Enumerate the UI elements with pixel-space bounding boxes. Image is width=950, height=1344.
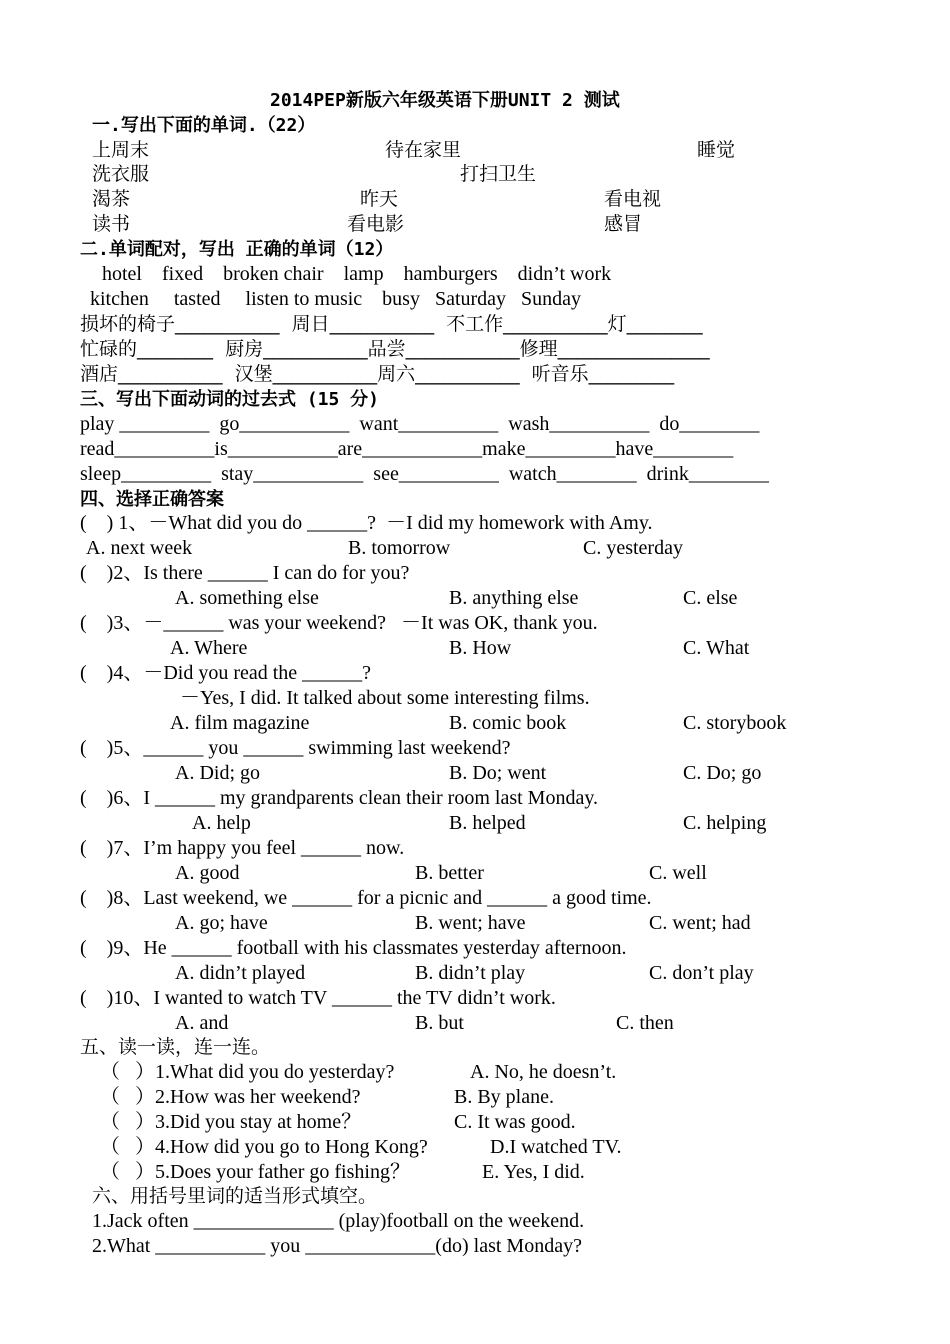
option-a: A. didn’t played	[175, 962, 306, 984]
match-row: 忙碌的________ 厨房___________品尝____________修理________________	[80, 338, 710, 360]
word-prompt: 睡觉	[697, 139, 736, 161]
option-b: B. comic book	[449, 712, 567, 734]
match-answer: E. Yes, I did.	[482, 1161, 585, 1183]
question-stem: ( )3、－______ was your weekend? －It was OK, thank you.	[80, 612, 598, 634]
option-c: C. well	[649, 862, 707, 884]
option-c: C. then	[616, 1012, 674, 1034]
option-c: C. else	[683, 587, 738, 609]
option-a: A. and	[175, 1012, 229, 1034]
option-c: C. don’t play	[649, 962, 754, 984]
word-prompt: 看电影	[347, 213, 405, 235]
match-answer: B. By plane.	[454, 1086, 554, 1108]
option-b: B. helped	[449, 812, 526, 834]
option-c: C. Do; go	[683, 762, 762, 784]
option-a: A. film magazine	[170, 712, 310, 734]
word-prompt: 感冒	[604, 213, 643, 235]
question-stem-continued: －Yes, I did. It talked about some interesting films.	[180, 687, 590, 709]
question-stem: ( )8、Last weekend, we ______ for a picnic and ______ a good time.	[80, 887, 652, 909]
verb-row: sleep_________ stay___________ see__________ watch________ drink________	[80, 463, 769, 485]
match-answer: A. No, he doesn’t.	[470, 1061, 617, 1083]
question-stem: ( )10、I wanted to watch TV ______ the TV didn’t work.	[80, 987, 556, 1009]
section-2-heading: 二.单词配对，写出 正确的单词（12）	[80, 239, 394, 260]
verb-row: read__________is___________are____________make_________have________	[80, 438, 734, 460]
verb-row: play _________ go___________ want__________ wash__________ do________	[80, 413, 760, 435]
word-prompt: 上周末	[92, 139, 150, 161]
option-b: B. but	[415, 1012, 464, 1034]
section-3-heading: 三、写出下面动词的过去式 (15 分)	[80, 389, 380, 410]
option-b: B. How	[449, 637, 512, 659]
option-c: C. helping	[683, 812, 767, 834]
match-row: 酒店___________ 汉堡___________周六___________ 听音乐_________	[80, 363, 675, 385]
option-a: A. Did; go	[175, 762, 260, 784]
word-bank-row: hotel fixed broken chair lamp hamburgers didn’t work	[102, 263, 612, 285]
word-prompt: 打扫卫生	[460, 163, 537, 185]
word-prompt: 昨天	[360, 188, 399, 210]
option-b: B. better	[415, 862, 484, 884]
question-stem: ( )7、I’m happy you feel ______ now.	[80, 837, 405, 859]
section-6-heading: 六、用括号里词的适当形式填空。	[92, 1185, 378, 1207]
option-a: A. go; have	[175, 912, 268, 934]
word-prompt: 渴茶	[92, 188, 131, 210]
section-5-heading: 五、读一读，连一连。	[80, 1036, 271, 1058]
question-stem: ( )4、－Did you read the ______?	[80, 662, 372, 684]
option-b: B. tomorrow	[348, 537, 451, 559]
match-question: （ ）4.How did you go to Hong Kong?	[100, 1136, 428, 1158]
section-1-heading: 一.写出下面的单词.（22）	[92, 115, 316, 136]
option-a: A. something else	[175, 587, 319, 609]
option-c: C. What	[683, 637, 750, 659]
match-question: （ ）1.What did you do yesterday?	[100, 1061, 395, 1083]
match-question: （ ）5.Does your father go fishing？	[100, 1161, 410, 1183]
match-question: （ ）3.Did you stay at home？	[100, 1111, 362, 1133]
fill-sentence: 2.What ___________ you _____________(do) last Monday?	[92, 1235, 582, 1257]
section-4-heading: 四、选择正确答案	[80, 489, 224, 510]
option-c: C. yesterday	[583, 537, 683, 559]
question-stem: ( )6、I ______ my grandparents clean their room last Monday.	[80, 787, 599, 809]
option-a: A. next week	[86, 537, 193, 559]
question-stem: ( )5、______ you ______ swimming last weekend?	[80, 737, 511, 759]
question-stem: ( ) 1、－What did you do ______? －I did my homework with Amy.	[80, 512, 653, 534]
word-prompt: 待在家里	[385, 139, 462, 161]
option-c: C. storybook	[683, 712, 787, 734]
option-c: C. went; had	[649, 912, 751, 934]
option-b: B. didn’t play	[415, 962, 526, 984]
option-b: B. anything else	[449, 587, 579, 609]
match-row: 损坏的椅子___________ 周日___________ 不工作___________灯________	[80, 313, 703, 335]
match-question: （ ）2.How was her weekend?	[100, 1086, 361, 1108]
option-a: A. help	[192, 812, 251, 834]
option-a: A. Where	[170, 637, 248, 659]
option-a: A. good	[175, 862, 240, 884]
question-stem: ( )2、Is there ______ I can do for you?	[80, 562, 410, 584]
page-title: 2014PEP新版六年级英语下册UNIT 2 测试	[270, 90, 620, 111]
option-b: B. Do; went	[449, 762, 547, 784]
question-stem: ( )9、He ______ football with his classmates yesterday afternoon.	[80, 937, 627, 959]
match-answer: C. It was good.	[454, 1111, 576, 1133]
word-prompt: 读书	[92, 213, 131, 235]
fill-sentence: 1.Jack often ______________ (play)football on the weekend.	[92, 1210, 585, 1232]
word-prompt: 洗衣服	[92, 163, 150, 185]
word-prompt: 看电视	[604, 188, 662, 210]
option-b: B. went; have	[415, 912, 526, 934]
word-bank-row: kitchen tasted listen to music busy Saturday Sunday	[90, 288, 582, 310]
match-answer: D.I watched TV.	[490, 1136, 622, 1158]
